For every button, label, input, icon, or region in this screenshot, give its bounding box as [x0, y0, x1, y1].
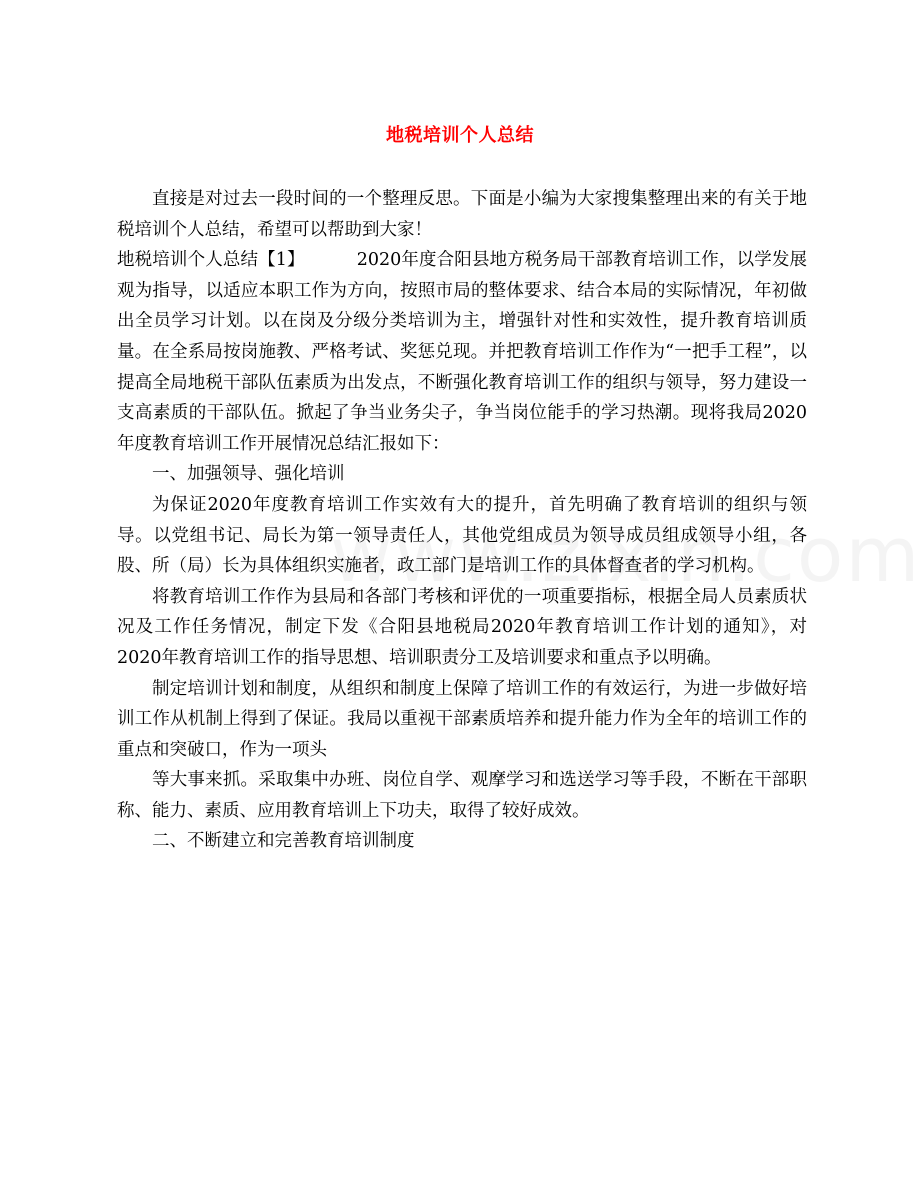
body-paragraph-2: 将教育培训工作作为县局和各部门考核和评优的一项重要指标，根据全局人员素质状况及工作任务情况，制定下发《合阳县地税局2020年教育培训工作计划的通知》，对2020年教育培训工作的指导思想、培训职责分工及培训要求和重点予以明确。: [117, 586, 807, 668]
document-body: [117, 184, 807, 857]
section-heading-2: 二、不断建立和完善教育培训制度: [152, 831, 415, 852]
section1-text: 2020年度合阳县地方税务局干部教育培训工作，以学发展观为指导，以适应本职工作为方向，按照市局的整体要求、结合本局的实际情况，年初做出全员学习计划。以在岗及分级分类培训为主，增强针对性和实效性，提升教育培训质量。在全系局按岗施教、严格考试、奖惩兑现。并把教育培训工作作为“一把手工程”，以提高全局地税干部队伍素质为出发点，不断强化教育培训工作的组织与领导，努力建设一支高素质的干部队伍。掀起了争当业务尖子，争当岗位能手的学习热潮。现将我局2020年度教育培训工作开展情况总结汇报如下：: [117, 250, 807, 454]
body-paragraph-3: 制定培训计划和制度，从组织和制度上保障了培训工作的有效运行，为进一步做好培训工作从机制上得到了保证。我局以重视干部素质培养和提升能力作为全年的培训工作的重点和突破口，作为一项头: [117, 678, 807, 760]
body-paragraph-1: 为保证2020年度教育培训工作实效有大的提升，首先明确了教育培训的组织与领导。以党组书记、局长为第一领导责任人，其他党组成员为领导成员组成领导小组，各股、所（局）长为具体组织实施者，政工部门是培训工作的具体督查者的学习机构。: [117, 494, 807, 577]
document-title: 地税培训个人总结: [386, 125, 534, 146]
section1-paragraph: [117, 245, 807, 459]
section-heading-1: 一、加强领导、强化培训: [152, 464, 345, 485]
intro-paragraph: 直接是对过去一段时间的一个整理反思。下面是小编为大家搜集整理出来的有关于地税培训个人总结，希望可以帮助到大家！: [117, 189, 807, 240]
section1-label: 地税培训个人总结【1】: [117, 250, 305, 271]
body-paragraph-4: 等大事来抓。采取集中办班、岗位自学、观摩学习和选送学习等手段，不断在干部职称、能力、素质、应用教育培训上下功夫，取得了较好成效。: [117, 770, 807, 821]
